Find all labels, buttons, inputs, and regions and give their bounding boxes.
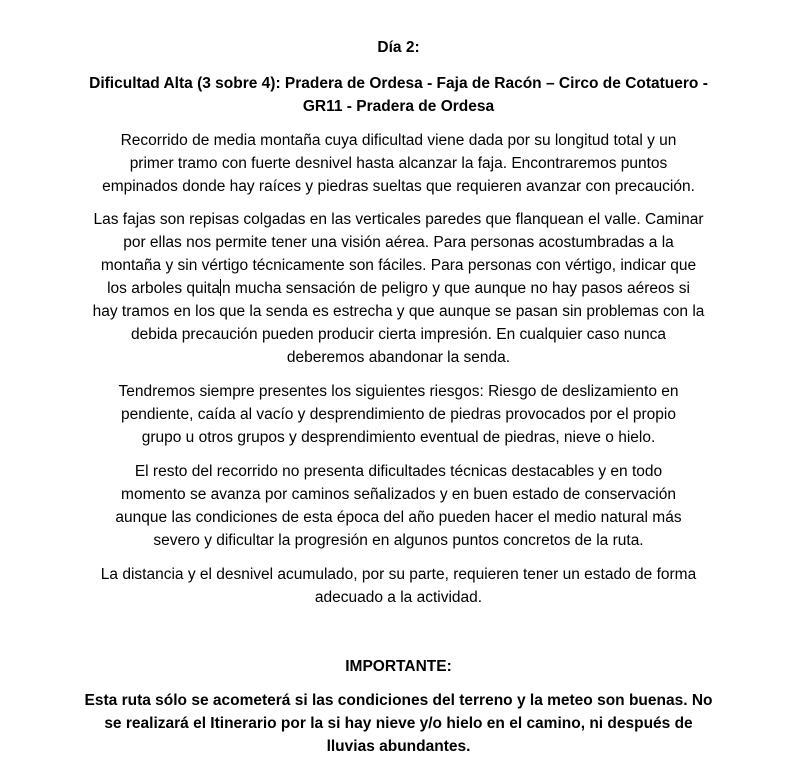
- paragraph-line: La distancia y el desnivel acumulado, por su parte, requieren tener un estado de forma: [100, 566, 697, 583]
- paragraph-line: [0, 277, 797, 300]
- paragraph-line: primer tramo con fuerte desnivel hasta alcanzar la faja. Encontraremos puntos: [129, 155, 668, 172]
- paragraph-line: empinados donde hay raíces y piedras sueltas que requieren avanzar con precaución.: [102, 178, 695, 195]
- paragraph-line: montaña y sin vértigo técnicamente son fáciles. Para personas con vértigo, indicar que: [100, 257, 697, 274]
- important-heading: IMPORTANTE:: [345, 658, 452, 675]
- important-line: lluvias abundantes.: [326, 738, 471, 755]
- paragraph-line: severo y dificultar la progresión en algunos puntos concretos de la ruta.: [153, 532, 644, 549]
- day-title: Día 2:: [377, 39, 420, 56]
- paragraph-line: grupo u otros grupos y desprendimiento eventual de piedras, nieve o hielo.: [141, 429, 656, 446]
- paragraph-line: Las fajas son repisas colgadas en las verticales paredes que flanquean el valle. Caminar: [93, 211, 704, 228]
- paragraph-line: momento se avanza por caminos señalizados y en buen estado de conservación: [121, 486, 676, 503]
- paragraph-line: debida precaución pueden producir cierta impresión. En cualquier caso nunca: [130, 326, 667, 343]
- important-line: Esta ruta sólo se acometerá si las condiciones del terreno y la meteo son buenas. No: [84, 692, 713, 709]
- route-title-line: GR11 - Pradera de Ordesa: [302, 98, 495, 115]
- paragraph-line: deberemos abandonar la senda.: [286, 349, 511, 366]
- paragraph-line: aunque las condiciones de esta época del año pueden hacer el medio natural más: [115, 509, 682, 526]
- route-title-line: Dificultad Alta (3 sobre 4): Pradera de Ordesa - Faja de Racón – Circo de Cotatuero -: [89, 75, 708, 92]
- text-run: los arboles quita: [107, 280, 220, 297]
- important-line: se realizará el Itinerario por la si hay nieve y/o hielo en el camino, ni después de: [104, 715, 693, 732]
- text-run: n mucha sensación de peligro y que aunque no hay pasos aéreos si: [221, 280, 690, 297]
- paragraph-line: hay tramos en los que la senda es estrecha y que aunque se pasan sin problemas con la: [92, 303, 705, 320]
- paragraph-line: Tendremos siempre presentes los siguientes riesgos: Riesgo de deslizamiento en: [118, 383, 679, 400]
- paragraph-line: adecuado a la actividad.: [314, 589, 483, 606]
- paragraph-line: Recorrido de media montaña cuya dificultad viene dada por su longitud total y un: [120, 132, 677, 149]
- paragraph-line: pendiente, caída al vacío y desprendimiento de piedras provocados por el propio: [121, 406, 676, 423]
- paragraph-line: por ellas nos permite tener una visión aérea. Para personas acostumbradas a la: [123, 234, 674, 251]
- paragraph-line: El resto del recorrido no presenta dificultades técnicas destacables y en todo: [134, 463, 663, 480]
